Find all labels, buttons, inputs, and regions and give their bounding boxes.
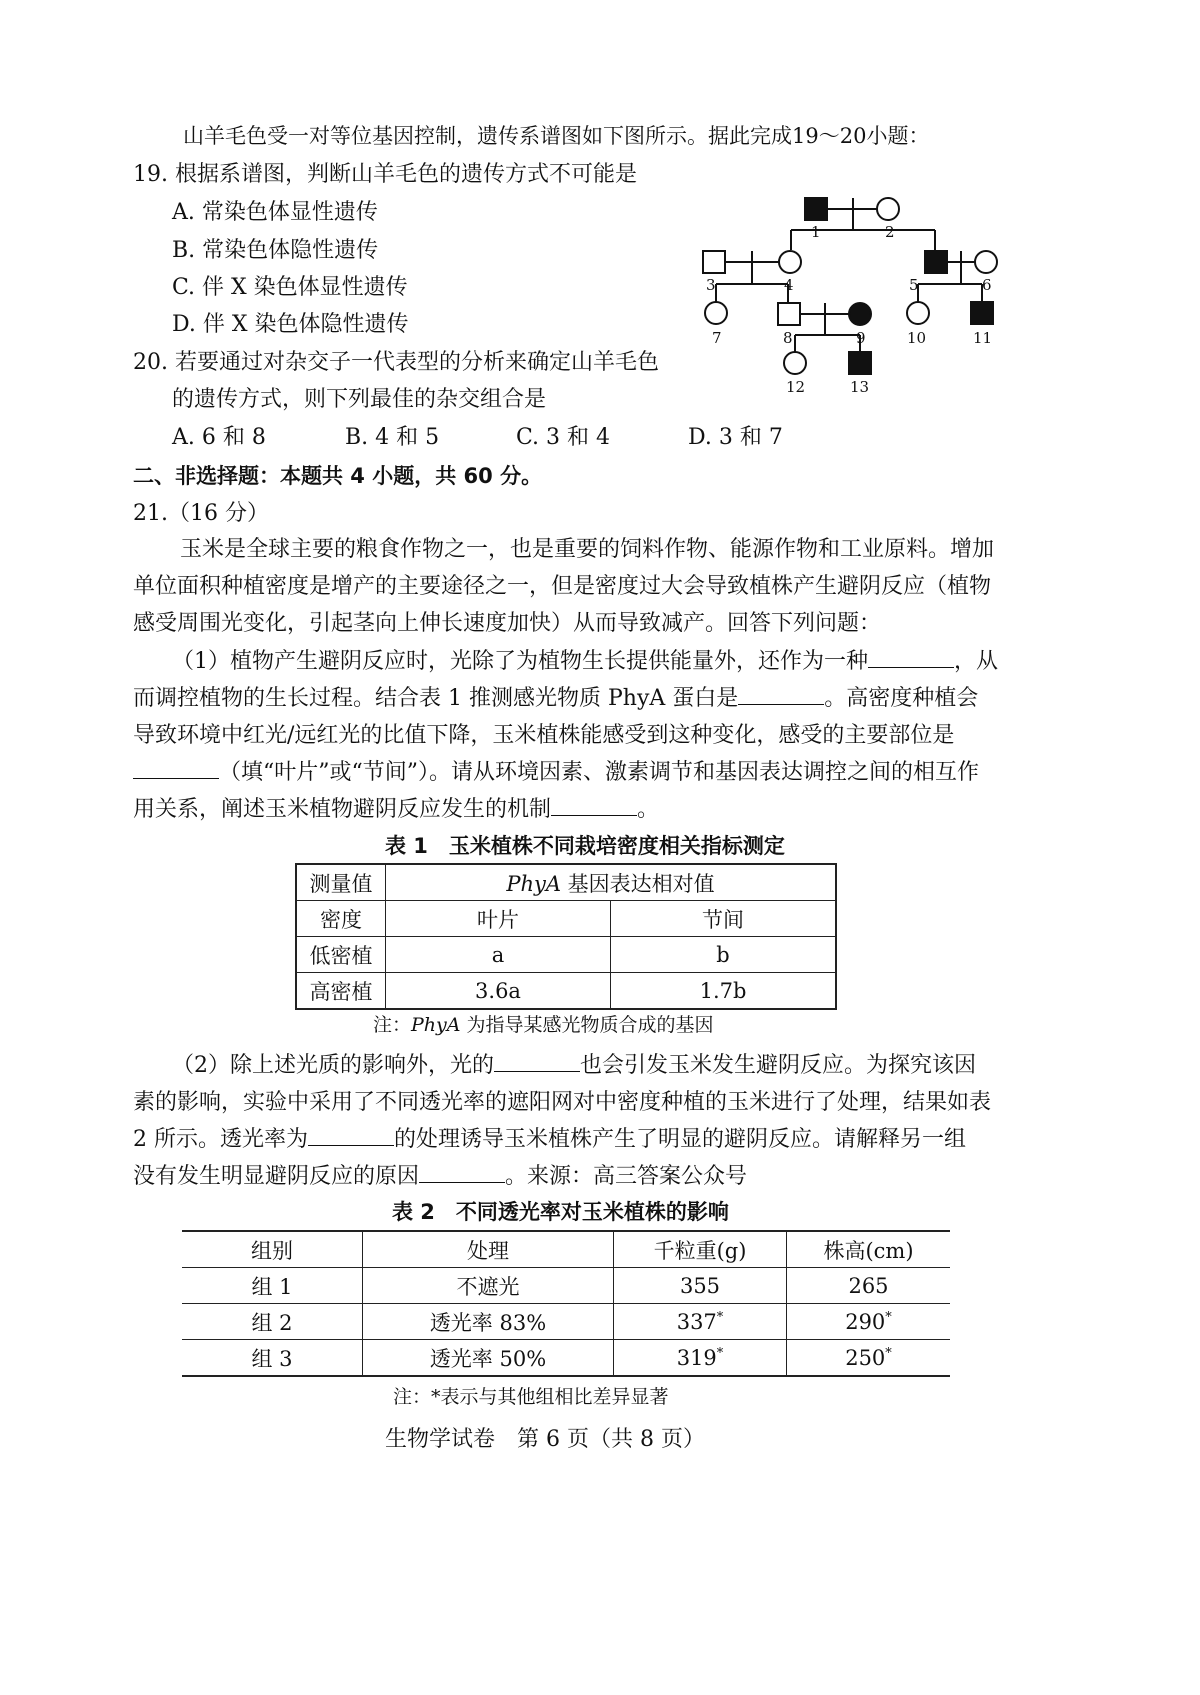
- significance-mark: *: [716, 1345, 724, 1361]
- table2-cell: [614, 1268, 787, 1304]
- table2-note: 注：*表示与其他组相比差异显著: [393, 1386, 669, 1408]
- individual-5-affected-male: [925, 251, 947, 273]
- pedigree-label-5: 5: [909, 276, 919, 294]
- table1-cell: 低密植: [296, 937, 386, 973]
- table2-value: 355: [679, 1273, 721, 1298]
- q21-p2-line1: [172, 1046, 976, 1086]
- table1-cell: 3.6a: [386, 973, 611, 1010]
- q20-option-a: A. 6 和 8: [172, 425, 266, 450]
- table2-value: 265: [848, 1273, 889, 1298]
- individual-10-female: [907, 302, 929, 324]
- table2-header: 组别: [182, 1231, 363, 1268]
- table2: [182, 1230, 950, 1377]
- pedigree-label-10: 10: [907, 329, 927, 347]
- q21-p2-text-a2: 也会引发玉米发生避阴反应。为探究该因: [580, 1053, 977, 1078]
- table2-cell: [787, 1340, 951, 1377]
- pedigree-chart: [680, 188, 1040, 403]
- table1-cell: b: [611, 937, 837, 973]
- table2-cell: 组 2: [182, 1304, 363, 1340]
- table2-caption: 表 2 不同透光率对玉米植株的影响: [392, 1200, 729, 1224]
- individual-7-female: [705, 302, 727, 324]
- individual-9-affected-female: [849, 303, 871, 325]
- individual-13-affected-male: [849, 352, 871, 374]
- q19-option-b: B. 常染色体隐性遗传: [172, 238, 379, 263]
- q21-p2-line3: [133, 1120, 966, 1160]
- pedigree-label-9: 9: [856, 329, 866, 347]
- table2-header: 千粒重(g): [614, 1231, 787, 1268]
- significance-mark: *: [885, 1309, 892, 1325]
- q21-p1-line3: 导致环境中红光/远红光的比值下降，玉米植株能感受到这种变化，感受的主要部位是: [133, 723, 955, 748]
- q21-intro-line3: 感受周围光变化，引起茎向上伸长速度加快）从而导致减产。回答下列问题：: [133, 611, 882, 636]
- pedigree-label-2: 2: [885, 223, 895, 241]
- q21-p2-text-c: 2 所示。透光率为: [133, 1127, 308, 1152]
- q20-option-b: B. 4 和 5: [345, 425, 440, 450]
- intro-text: 山羊毛色受一对等位基因控制，遗传系谱图如下图所示。据此完成19～20小题：: [183, 124, 930, 148]
- q21-p2-line2: 素的影响，实验中采用了不同透光率的遮阳网对中密度种植的玉米进行了处理，结果如表: [133, 1090, 992, 1115]
- q19-option-c: C. 伴 X 染色体显性遗传: [172, 275, 408, 300]
- q21-p1-text-b2: 。高密度种植会: [824, 686, 979, 711]
- q21-p1-line4: [133, 753, 979, 793]
- table2-cell: 透光率 83%: [363, 1304, 614, 1340]
- q21-p1-text-e2: 。: [637, 797, 660, 822]
- answer-blank-4[interactable]: [551, 793, 637, 816]
- q19-stem: 19. 根据系谱图，判断山羊毛色的遗传方式不可能是: [133, 162, 637, 187]
- q20-stem-line2: 的遗传方式，则下列最佳的杂交组合是: [172, 387, 547, 412]
- table2-value: 250: [845, 1345, 886, 1370]
- q21-p2-text-a: （2）除上述光质的影响外，光的: [172, 1053, 494, 1078]
- table2-value: 290: [845, 1309, 886, 1334]
- table1-note-pre: 注：: [373, 1014, 412, 1036]
- individual-11-affected-male: [971, 302, 993, 324]
- answer-blank-3[interactable]: [133, 756, 219, 779]
- table1-header-phya: [386, 864, 837, 901]
- q20-option-d: D. 3 和 7: [688, 425, 783, 450]
- pedigree-label-7: 7: [712, 329, 722, 347]
- pedigree-label-4: 4: [784, 276, 794, 294]
- table2-cell: 组 3: [182, 1340, 363, 1377]
- q21-number: 21.（16 分）: [133, 501, 269, 526]
- answer-blank-1[interactable]: [868, 645, 954, 668]
- individual-12-female: [784, 352, 806, 374]
- table2-cell: [787, 1304, 951, 1340]
- q21-p1-text-e: 用关系，阐述玉米植物避阴反应发生的机制: [133, 797, 552, 822]
- table1-header-measure: 测量值: [296, 864, 386, 901]
- individual-4-female: [779, 251, 801, 273]
- q21-p1-line2: [133, 679, 978, 719]
- table2-cell: 不遮光: [363, 1268, 614, 1304]
- significance-mark: *: [716, 1309, 724, 1325]
- answer-blank-6[interactable]: [308, 1123, 394, 1146]
- table1-caption: 表 1 玉米植株不同栽培密度相关指标测定: [385, 834, 785, 858]
- q21-intro-line2: 单位面积种植密度是增产的主要途径之一，但是密度过大会导致植株产生避阴反应（植物: [133, 574, 992, 599]
- answer-blank-2[interactable]: [738, 682, 824, 705]
- section-heading: 二、非选择题：本题共 4 小题，共 60 分。: [133, 464, 543, 488]
- pedigree-label-13: 13: [850, 378, 870, 396]
- table1-note-post: 为指导某感光物质合成的基因: [460, 1014, 714, 1036]
- q21-p1-line5: [133, 790, 659, 830]
- table1-note-italic: PhyA: [411, 1014, 461, 1036]
- individual-8-male: [778, 303, 800, 325]
- individual-1-affected-male: [805, 198, 827, 220]
- pedigree-label-11: 11: [973, 329, 993, 347]
- q21-p1-text-d2: （填“叶片”或“节间”）。请从环境因素、激素调节和基因表达调控之间的相互作: [219, 760, 979, 785]
- q19-option-a: A. 常染色体显性遗传: [172, 200, 378, 225]
- table2-cell: 组 1: [182, 1268, 363, 1304]
- q21-p2-line4: [133, 1157, 747, 1197]
- table2-cell: 透光率 50%: [363, 1340, 614, 1377]
- q21-p2-text-d2: 。来源：高三答案公众号: [505, 1164, 748, 1189]
- significance-mark: *: [885, 1345, 892, 1361]
- table1-cell: a: [386, 937, 611, 973]
- table2-cell: [614, 1304, 787, 1340]
- q21-p1-text-a: （1）植物产生避阴反应时，光除了为植物生长提供能量外，还作为一种: [172, 649, 868, 674]
- table1-header-phya-italic: PhyA: [506, 871, 561, 896]
- q19-option-d: D. 伴 X 染色体隐性遗传: [172, 312, 409, 337]
- individual-3-male: [703, 251, 725, 273]
- q21-p1-line1: [172, 642, 998, 682]
- table1-header-phya-rest: 基因表达相对值: [561, 871, 715, 896]
- page-footer: 生物学试卷 第 6 页（共 8 页）: [385, 1427, 705, 1452]
- q21-p2-text-c2: 的处理诱导玉米植株产生了明显的避阴反应。请解释另一组: [394, 1127, 967, 1152]
- table2-cell: [787, 1268, 951, 1304]
- table1-cell: 密度: [296, 901, 386, 937]
- table1-cell: 高密植: [296, 973, 386, 1010]
- table2-value: 319: [676, 1345, 717, 1370]
- table2-header: 处理: [363, 1231, 614, 1268]
- table1-cell: 节间: [611, 901, 837, 937]
- q21-p2-text-d: 没有发生明显避阴反应的原因: [133, 1164, 420, 1189]
- q21-intro-line1: 玉米是全球主要的粮食作物之一，也是重要的饲料作物、能源作物和工业原料。增加: [180, 537, 995, 562]
- pedigree-label-3: 3: [706, 276, 716, 294]
- table1-cell: 叶片: [386, 901, 611, 937]
- table2-value: 337: [676, 1309, 717, 1334]
- q20-stem-line1: 20. 若要通过对杂交子一代表型的分析来确定山羊毛色: [133, 350, 659, 375]
- q20-option-c: C. 3 和 4: [516, 425, 611, 450]
- pedigree-label-12: 12: [786, 378, 806, 396]
- answer-blank-5[interactable]: [494, 1049, 580, 1072]
- individual-6-female: [975, 251, 997, 273]
- table1-cell: 1.7b: [611, 973, 837, 1010]
- table2-header: 株高(cm): [787, 1231, 951, 1268]
- q21-p1-text-a2: ，从: [954, 649, 999, 674]
- pedigree-label-8: 8: [783, 329, 793, 347]
- table2-cell: [614, 1340, 787, 1377]
- table1-note: [373, 1010, 714, 1040]
- q21-p1-text-b: 而调控植物的生长过程。结合表 1 推测感光物质 PhyA 蛋白是: [133, 686, 739, 711]
- answer-blank-7[interactable]: [419, 1160, 505, 1183]
- table1: [295, 863, 837, 1010]
- pedigree-label-1: 1: [811, 223, 821, 241]
- pedigree-label-6: 6: [982, 276, 992, 294]
- individual-2-female: [877, 198, 899, 220]
